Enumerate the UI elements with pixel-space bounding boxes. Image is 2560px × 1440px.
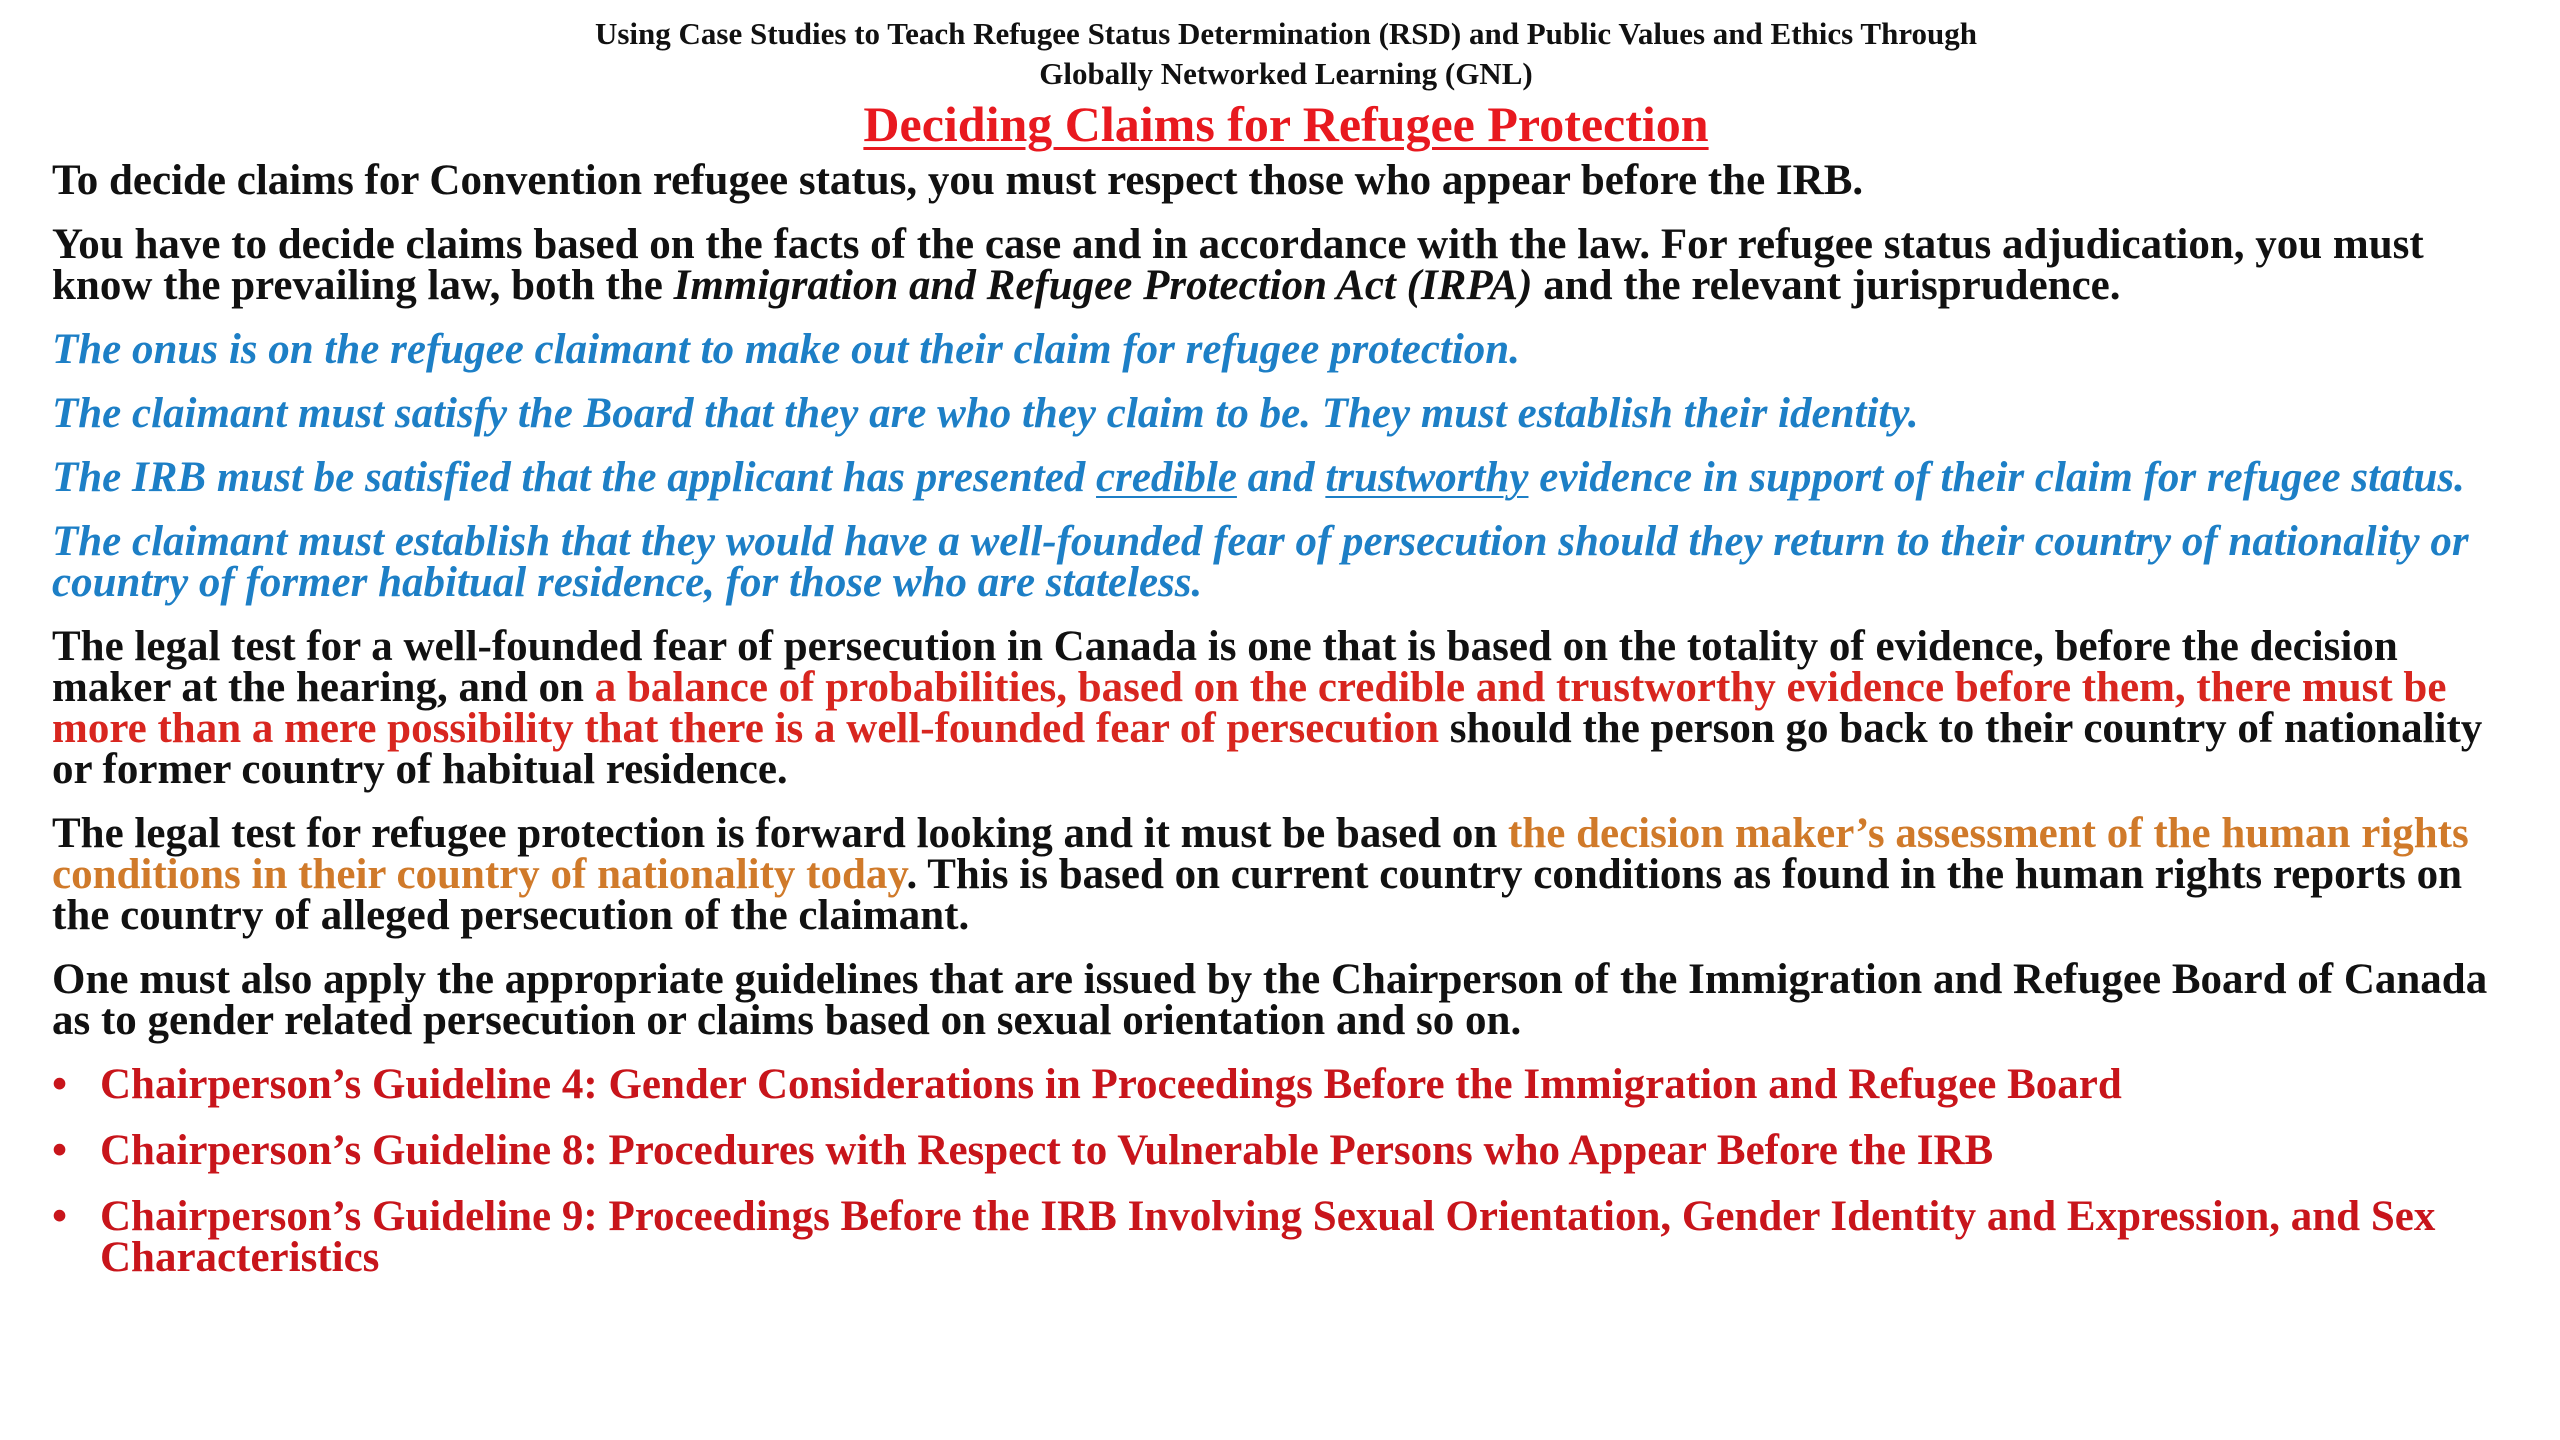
- paragraph-law: [52, 221, 2520, 309]
- paragraph-guidelines-intro: [52, 956, 2520, 1044]
- paragraph-text: evidence in support of their claim for refugee status.: [1528, 454, 2465, 501]
- guideline-text: Chairperson’s Guideline 9: Proceedings Before the IRB Involving Sexual Orientation, Gender Identity and Expression, and Sex Characteristics: [100, 1193, 2436, 1281]
- highlighted-orange-text: the decision maker’s assessment of the human rights conditions in their country of nationality today: [52, 810, 2469, 898]
- paragraph-credible-evidence: [52, 454, 2520, 501]
- bullet-icon: •: [52, 1061, 68, 1108]
- guidelines-list: [52, 1061, 2520, 1281]
- guideline-text: Chairperson’s Guideline 8: Procedures with Respect to Vulnerable Persons who Appear Before the IRB: [100, 1127, 1994, 1174]
- paragraph-forward-looking: [52, 810, 2520, 939]
- paragraph-text: The onus is on the refugee claimant to make out their claim for refugee protection.: [52, 326, 1520, 373]
- paragraph-text: The legal test for refugee protection is forward looking and it must be based on: [52, 810, 1508, 857]
- irpa-italic-text: Immigration and Refugee Protection Act (IRPA): [673, 262, 1533, 309]
- paragraph-well-founded-fear: [52, 518, 2520, 606]
- underlined-trustworthy: trustworthy: [1325, 454, 1529, 501]
- header-line-1: Using Case Studies to Teach Refugee Status Determination (RSD) and Public Values and Ethics Through: [594, 16, 1977, 51]
- paragraph-text: The claimant must satisfy the Board that they are who they claim to be. They must establish their identity.: [52, 390, 1919, 437]
- paragraph-identity: [52, 390, 2520, 437]
- paragraph-text: One must also apply the appropriate guidelines that are issued by the Chairperson of the Immigration and Refugee Board of Canada as to gender related persecution or claims based on sexual orientation and so on.: [52, 956, 2488, 1044]
- highlighted-red-text: a balance of probabilities, based on the credible and trustworthy evidence before them, there must be more than a mere possibility that there is a well-founded fear of persecution: [52, 664, 2447, 752]
- paragraph-text: and the relevant jurisprudence.: [1532, 262, 2121, 309]
- paragraph-text: To decide claims for Convention refugee status, you must respect those who appear before the IRB.: [52, 157, 1864, 204]
- paragraph-onus: [52, 326, 2520, 373]
- paragraph-text: You have to decide claims based on the facts of the case and in accordance with the law. For refugee status adjudication, you must know the prevailing law, both the: [52, 221, 2424, 309]
- bullet-icon: •: [52, 1127, 68, 1174]
- list-item: [52, 1127, 2520, 1174]
- underlined-credible: credible: [1096, 454, 1237, 501]
- paragraph-text: should the person go back to their country of nationality or former country of habitual residence.: [52, 705, 2483, 793]
- paragraph-text: and: [1236, 454, 1326, 501]
- list-item: [52, 1061, 2520, 1108]
- paragraph-text: The claimant must establish that they would have a well-founded fear of persecution should they return to their country of nationality or country of former habitual residence, for those who are stateless.: [52, 518, 2469, 606]
- list-item: [52, 1193, 2520, 1281]
- paragraph-text: . This is based on current country conditions as found in the human rights reports on the country of alleged persecution of the claimant.: [52, 851, 2462, 939]
- header-line-2: Globally Networked Learning (GNL): [1039, 56, 1533, 91]
- bullet-icon: •: [52, 1193, 68, 1240]
- paragraph-text: The legal test for a well-founded fear of persecution in Canada is one that is based on the totality of evidence, before the decision maker at the hearing, and on: [52, 623, 2398, 711]
- page-title: Deciding Claims for Refugee Protection: [863, 96, 1709, 152]
- paragraph-legal-test: [52, 623, 2520, 793]
- document-body: [52, 157, 2520, 1281]
- paragraph-text: The IRB must be satisfied that the applicant has presented: [52, 454, 1097, 501]
- guideline-text: Chairperson’s Guideline 4: Gender Considerations in Proceedings Before the Immigration and Refugee Board: [100, 1061, 2122, 1108]
- page-header: [52, 0, 2520, 154]
- paragraph-respect: [52, 157, 2520, 204]
